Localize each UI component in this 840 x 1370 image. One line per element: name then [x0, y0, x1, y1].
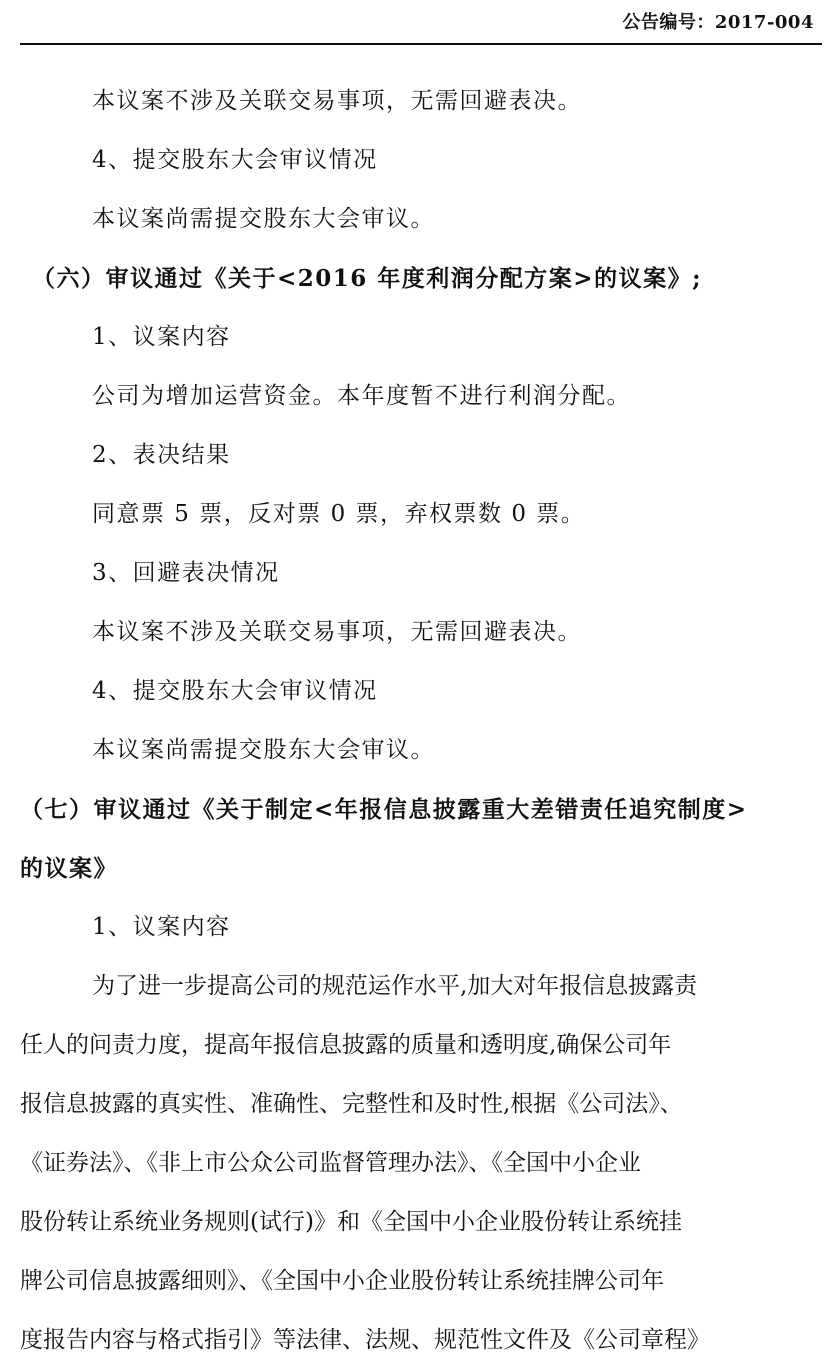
document-body: [20, 72, 822, 1370]
paragraph: 本议案不涉及关联交易事项，无需回避表决。: [92, 88, 582, 114]
paragraph: 公司为增加运营资金。本年度暂不进行利润分配。: [92, 383, 631, 409]
subsection-heading: 4、提交股东大会审议情况: [92, 147, 378, 173]
announcement-number: 公告编号：2017-004: [622, 12, 814, 33]
section-heading: （六）审议通过《关于<2016 年度利润分配方案>的议案》;: [32, 265, 703, 292]
subsection-heading: 2、表决结果: [92, 442, 231, 468]
subsection-heading: 1、议案内容: [92, 914, 231, 940]
paragraph-line: 度报告内容与格式指引》等法律、法规、规范性文件及《公司章程》: [20, 1327, 710, 1353]
section-heading: （七）审议通过《关于制定<年报信息披露重大差错责任追究制度>: [20, 796, 748, 823]
paragraph-line: 《证券法》、《非上市公众公司监督管理办法》、《全国中小企业: [20, 1150, 641, 1176]
paragraph: 本议案不涉及关联交易事项，无需回避表决。: [92, 619, 582, 645]
paragraph-line: 任人的问责力度，提高年报信息披露的质量和透明度,确保公司年: [20, 1032, 672, 1058]
paragraph: 本议案尚需提交股东大会审议。: [92, 737, 435, 763]
paragraph-line: 牌公司信息披露细则》、《全国中小企业股份转让系统挂牌公司年: [20, 1268, 664, 1294]
subsection-heading: 1、议案内容: [92, 324, 231, 350]
section-heading-continued: 的议案》: [20, 855, 118, 882]
paragraph-line: 报信息披露的真实性、准确性、完整性和及时性,根据《公司法》、: [20, 1091, 683, 1117]
paragraph: 本议案尚需提交股东大会审议。: [92, 206, 435, 232]
header-divider: [20, 43, 822, 45]
subsection-heading: 4、提交股东大会审议情况: [92, 678, 378, 704]
paragraph-line: 股份转让系统业务规则(试行)》和《全国中小企业股份转让系统挂: [20, 1209, 682, 1235]
paragraph-line: 为了进一步提高公司的规范运作水平,加大对年报信息披露责: [92, 973, 698, 999]
subsection-heading: 3、回避表决情况: [92, 560, 280, 586]
paragraph: 同意票 5 票，反对票 0 票，弃权票数 0 票。: [92, 501, 586, 527]
